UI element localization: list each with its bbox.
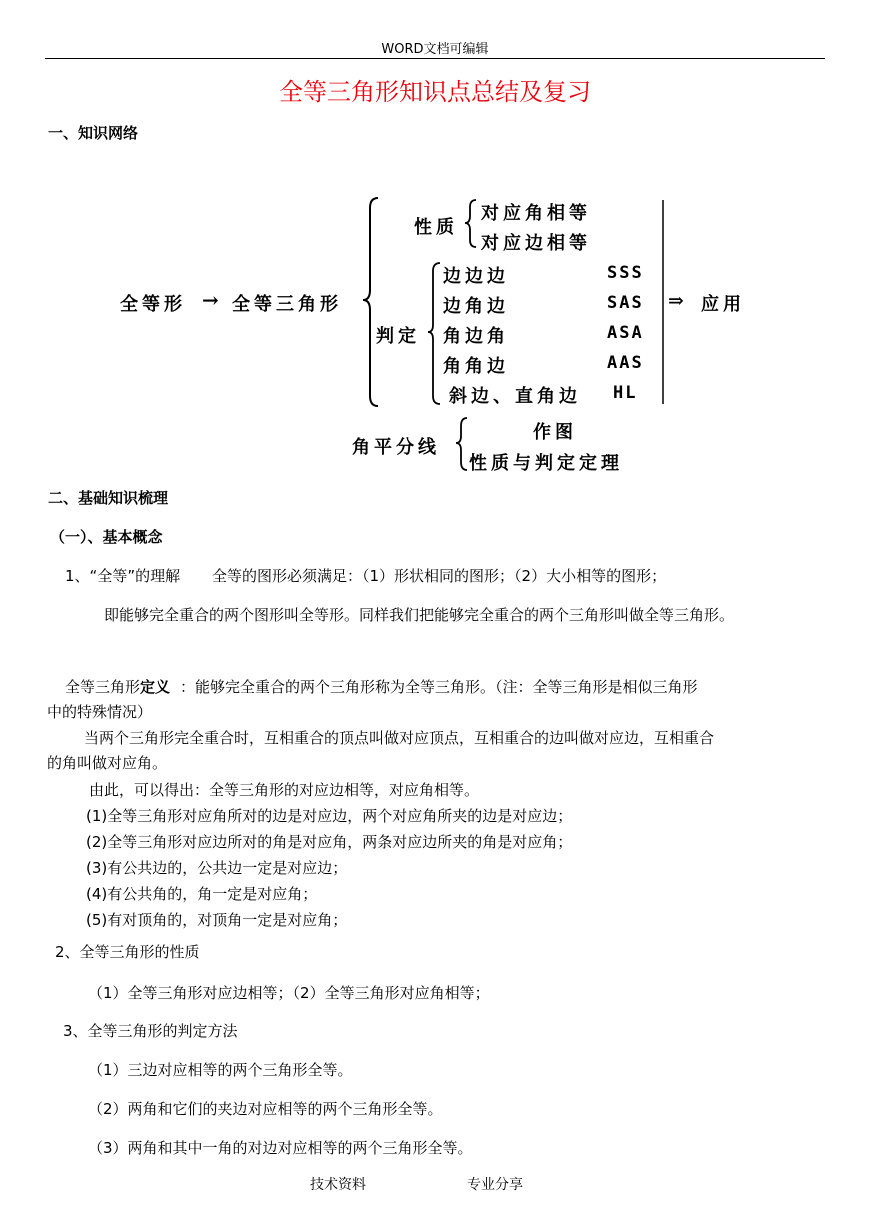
judgement-item-1: 边边边 — [443, 266, 509, 287]
bisector-brace — [456, 418, 467, 470]
footer-left: 技术资料 — [310, 1177, 366, 1193]
judgement-item-5: 斜边、直角边 — [449, 386, 581, 407]
sub1-heading: （一）、基本概念 — [50, 528, 163, 546]
diagram-arrow: → — [202, 288, 223, 312]
judgement-item-4: 角角边 — [443, 356, 509, 377]
conclusion: 由此，可以得出：全等三角形的对应边相等，对应角相等。 — [89, 781, 480, 799]
definition-line2: 中的特殊情况） — [47, 703, 153, 721]
judgement-code-5: HL — [613, 383, 638, 403]
property-label: 性质 — [414, 217, 458, 238]
judgement-code-1: SSS — [607, 263, 644, 283]
diagram-root: 全等形 — [120, 294, 186, 315]
concept-item1-prefix: 1、“全等”的理解 — [65, 567, 181, 585]
judgement-code-4: AAS — [607, 353, 644, 373]
concept-item1-text: 全等的图形必须满足：（1）形状相同的图形；（2）大小相等的图形； — [212, 567, 667, 585]
judgement-brace — [428, 263, 440, 404]
bisector-item-2: 性质与判定定理 — [469, 453, 623, 474]
judgement-code-2: SAS — [607, 293, 644, 313]
diagram-main: 全等三角形 — [232, 294, 342, 315]
property-item-1: 对应角相等 — [481, 203, 591, 224]
section1-heading: 一、知识网络 — [48, 124, 139, 142]
definition-prefix: 全等三角形 — [65, 678, 141, 696]
point-2: (2)全等三角形对应边所对的角是对应角，两条对应边所夹的角是对应角； — [86, 833, 573, 851]
bisector-item-1: 作图 — [533, 422, 577, 443]
method-3: （3）两角和其中一角的对边对应相等的两个三角形全等。 — [88, 1139, 473, 1157]
item2-heading: 2、全等三角形的性质 — [55, 943, 200, 961]
main-brace — [363, 198, 378, 406]
judgement-item-2: 边角边 — [443, 296, 509, 317]
paragraph-line2: 的角叫做对应角。 — [47, 754, 168, 772]
implies-symbol: ⇒ — [668, 290, 688, 312]
paragraph-line1: 当两个三角形完全重合时，互相重合的顶点叫做对应顶点，互相重合的边叫做对应边，互相重合 — [84, 729, 715, 747]
judgement-code-3: ASA — [607, 323, 644, 343]
point-5: (5)有对顶角的，对顶角一定是对应角； — [86, 911, 348, 929]
point-3: (3)有公共边的，公共边一定是对应边； — [86, 859, 348, 877]
footer-right: 专业分享 — [467, 1177, 523, 1193]
point-4: (4)有公共角的，角一定是对应角； — [86, 885, 318, 903]
method-1: （1）三边对应相等的两个三角形全等。 — [88, 1061, 353, 1079]
method-2: （2）两角和它们的夹边对应相等的两个三角形全等。 — [88, 1100, 443, 1118]
definition-text: ：能够完全重合的两个三角形称为全等三角形。（注：全等三角形是相似三角形 — [180, 678, 698, 696]
bisector-label: 角平分线 — [352, 437, 440, 458]
definition-keyword: 定义 — [140, 678, 171, 696]
definition-line — [65, 676, 698, 697]
property-item-2: 对应边相等 — [481, 233, 591, 254]
property-brace — [465, 200, 476, 247]
concept-item1-line2: 即能够完全重合的两个图形叫全等形。同样我们把能够完全重合的两个三角形叫做全等三角形。 — [104, 606, 735, 624]
document-title: 全等三角形知识点总结及复习 — [279, 78, 591, 106]
item2-text: （1）全等三角形对应边相等；（2）全等三角形对应角相等； — [88, 984, 490, 1002]
page-header: WORD文档可编辑 — [381, 42, 489, 57]
section2-heading: 二、基础知识梳理 — [48, 489, 169, 507]
judgement-label: 判定 — [376, 326, 420, 347]
application-label: 应用 — [701, 294, 745, 315]
item3-heading: 3、全等三角形的判定方法 — [63, 1022, 238, 1040]
point-1: (1)全等三角形对应角所对的边是对应边，两个对应角所夹的边是对应边； — [86, 807, 573, 825]
judgement-item-3: 角边角 — [443, 326, 509, 347]
